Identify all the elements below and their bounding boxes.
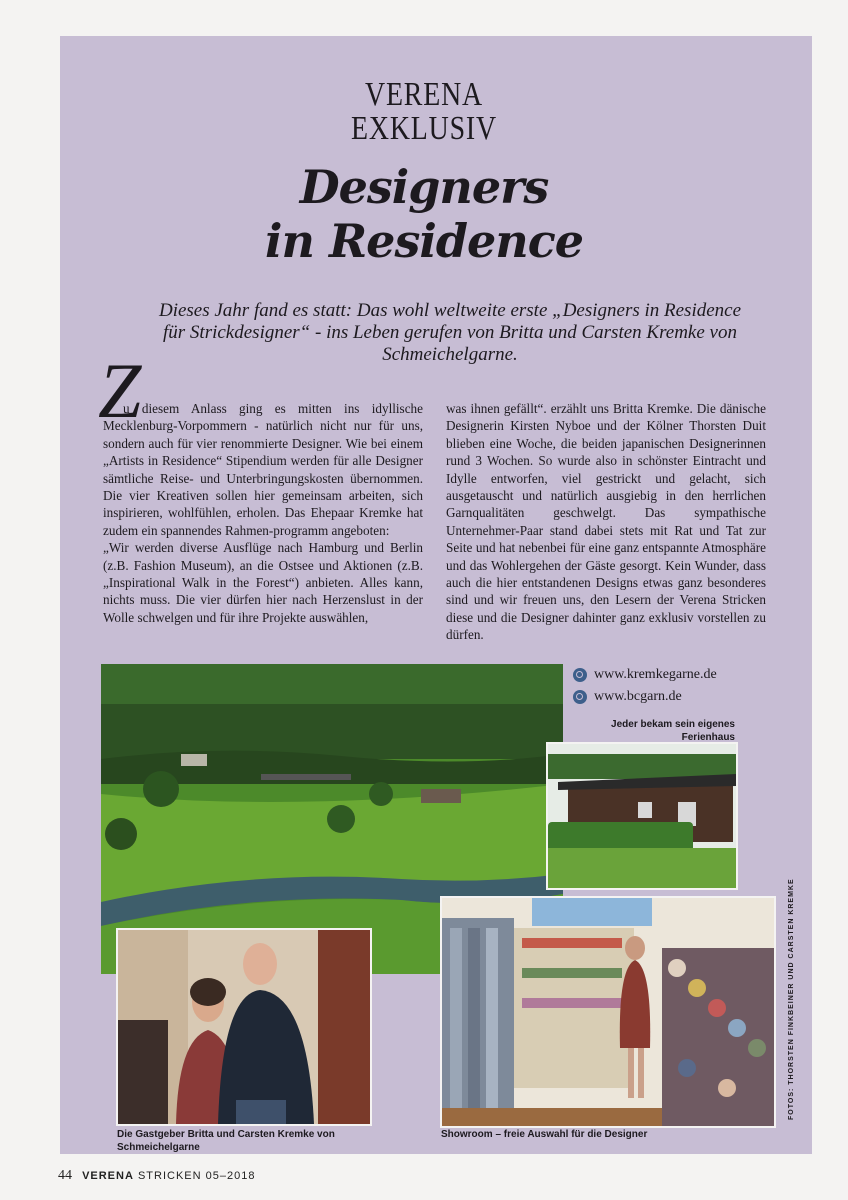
link-bcgarn[interactable]: www.bcgarn.de (594, 689, 682, 704)
kicker-line-1: VERENA (364, 76, 483, 113)
paragraph: „Wir werden diverse Ausflüge nach Hamburg und Berlin (z.B. Fashion Museum), an die Ostsee und Aktionen (z.B. „Inspirational Walk in the Forest“) anbieten. Alles kann, nichts muss. Die vier dürfen hier nach Herzenslust in der Wolle schwelgen und für ihre Projekte auswählen, (103, 540, 423, 625)
caption-showroom: Showroom – freie Auswahl für die Designer (441, 1129, 648, 1140)
paragraph: u diesem Anlass ging es mitten ins idyllische Mecklenburg-Vorpommern - natürlich nicht nur für uns, sondern auch für vier renommierte Designer. Wie bei einem „Artists in Residence“ Stipendium werden für alle Designer sämtliche Reise- und Unterbringungskosten übernommen. Die vier Kreativen sollen hier gemeinsam arbeiten, sich inspirieren, wohlfühlen, erholen. Das Ehepaar Kremke hat zudem ein spannendes Rahmen-programm angeboten: (103, 401, 423, 538)
page-footer (58, 1168, 255, 1184)
article-column-right (446, 400, 766, 644)
link-row[interactable] (573, 664, 717, 686)
link-row[interactable] (573, 686, 717, 708)
globe-icon (573, 668, 587, 682)
kicker (76, 78, 771, 146)
link-kremkegarne[interactable]: www.kremkegarne.de (594, 667, 717, 682)
showroom-photo (440, 896, 776, 1128)
web-links (573, 664, 717, 708)
footer-issue: STRICKEN 05–2018 (137, 1170, 256, 1182)
page-number: 44 (58, 1168, 72, 1183)
caption-hosts: Die Gastgeber Britta und Carsten Kremke von Schmeichelgarne (117, 1129, 335, 1153)
photo-credit: FOTOS: THORSTEN FINKBEINER UND CARSTEN KREMKE (788, 878, 795, 1120)
globe-icon (573, 690, 587, 704)
footer-brand: VERENA (82, 1170, 134, 1182)
title-line-2: in Residence (265, 214, 583, 268)
paragraph: was ihnen gefällt“. erzählt uns Britta Kremke. Die dänische Designerin Kirsten Nyboe und der Kölner Thorsten Duit blieben eine Woche, die beiden japanischen Designerinnen rund 3 Wochen. So wurde also in schönster Eintracht und Idylle entworfen, viel gestrickt und gelacht, sich ausgetauscht und natürlich ausgiebig in den herrlichen Garnqualitäten geschwelgt. Das sympathische Unternehmer-Paar stand dabei stets mit Rat und Tat zur Seite und hat nebenbei für eine ganz entspannte Atmosphäre und das Wohlergehen der Gäste gesorgt. Kein Wunder, dass auch die hier entstandenen Designs etwas ganz besonderes sind und wir freuen uns, den Lesern der Verena Stricken diese und die Designer dahinter ganz exklusiv vorstellen zu dürfen. (446, 401, 766, 643)
hosts-photo (116, 928, 372, 1126)
article-column-left (103, 400, 423, 626)
drop-cap: Z (98, 347, 142, 434)
lead-paragraph: Dieses Jahr fand es statt: Das wohl weltweite erste „Designers in Residence für Strickdesigner“ - ins Leben gerufen von Britta und Carsten Kremke von Schmeichelgarne. (158, 300, 742, 365)
kicker-line-2: EXKLUSIV (351, 110, 497, 147)
cabin-photo (546, 742, 738, 890)
caption-cabin: Jeder bekam sein eigenes Ferienhaus (611, 719, 735, 743)
page-title (0, 160, 848, 268)
title-line-1: Designers (299, 160, 549, 214)
